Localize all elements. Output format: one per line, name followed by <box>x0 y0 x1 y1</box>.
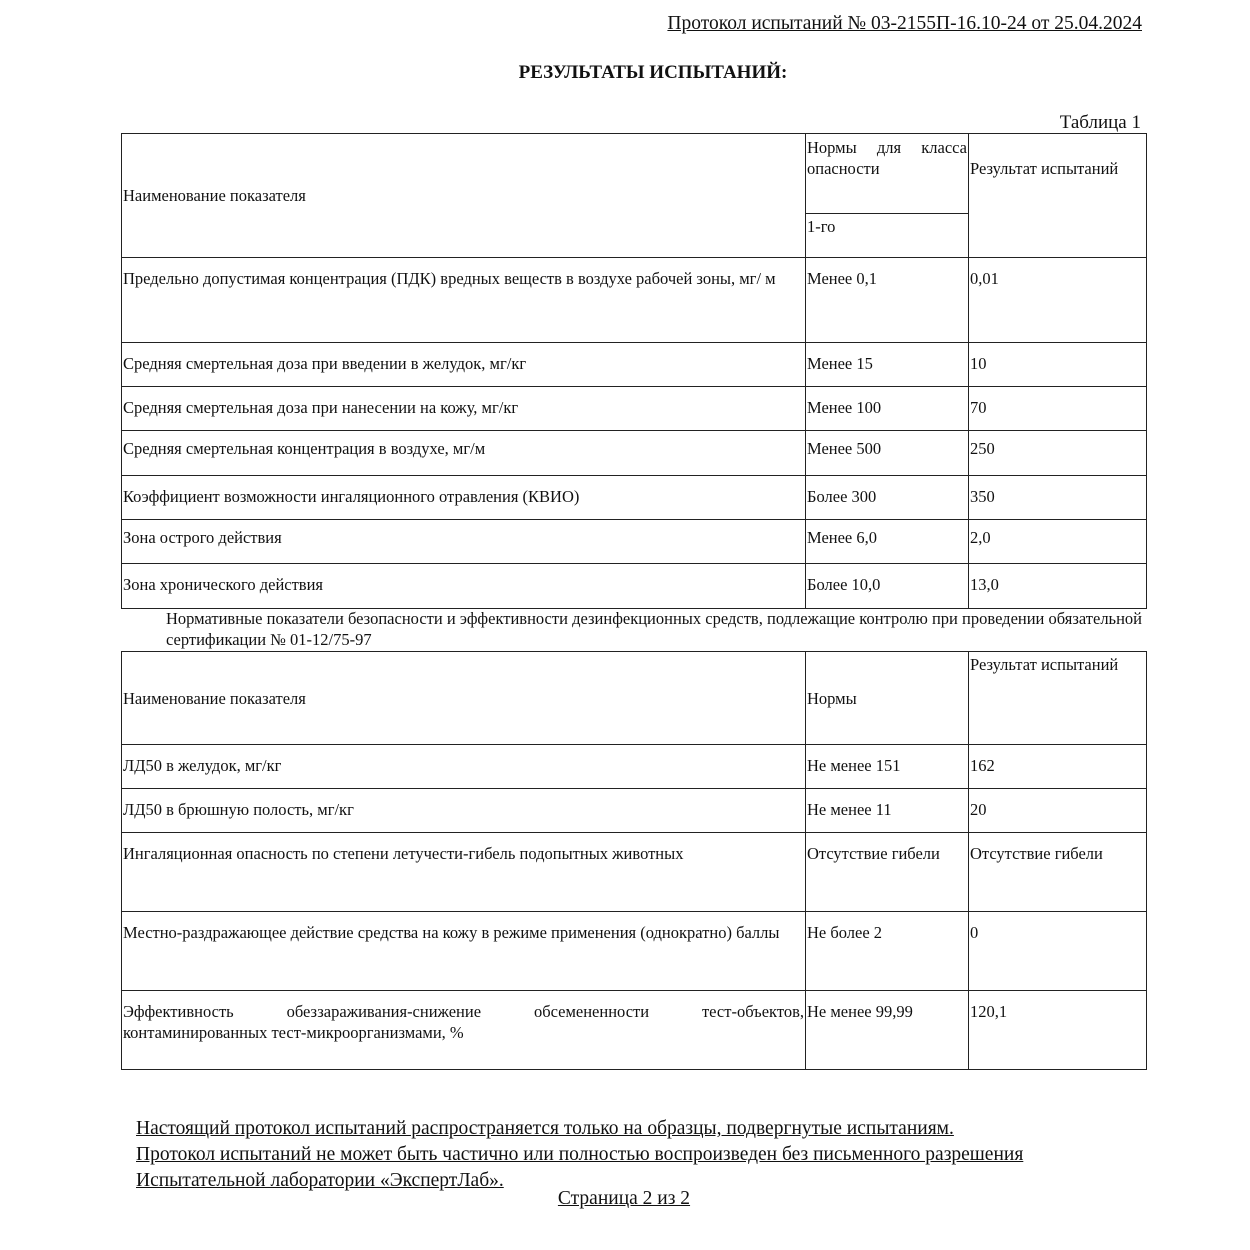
normative-indicators-intro: Нормативные показатели безопасности и эффективности дезинфекционных средств, подлежащие контролю при проведении обязательной сертификации № 01-12/75-97 <box>166 609 1142 649</box>
indicator-name: Ингаляционная опасность по степени летучести-гибель подопытных животных <box>122 833 806 912</box>
indicator-name: Зона хронического действия <box>122 564 806 609</box>
indicator-name: Предельно допустимая концентрация (ПДК) вредных веществ в воздухе рабочей зоны, мг/ м <box>122 258 806 343</box>
table-caption: Таблица 1 <box>1059 112 1141 133</box>
table-row <box>122 912 1147 991</box>
norm-value: Не менее 151 <box>806 745 969 789</box>
indicator-name: Средняя смертельная доза при нанесении на кожу, мг/кг <box>122 387 806 431</box>
norm-value: Не более 2 <box>806 912 969 991</box>
indicator-name: Местно-раздражающее действие средства на кожу в режиме применения (однократно) баллы <box>122 912 806 991</box>
table1-header-name: Наименование показателя <box>122 134 806 258</box>
disclaimer-line-1: Настоящий протокол испытаний распространяется только на образцы, подвергнутые испытаниям. <box>136 1118 954 1139</box>
indicator-name: Эффективность обеззараживания-снижение обсемененности тест-объектов, контаминированных тест-микроорганизмами, % <box>122 991 806 1070</box>
table-row <box>122 258 1147 343</box>
table2-header-name: Наименование показателя <box>122 652 806 745</box>
indicator-name: ЛД50 в желудок, мг/кг <box>122 745 806 789</box>
result-value: 250 <box>969 431 1147 476</box>
table1-header-class: 1-го <box>806 214 969 258</box>
table1-header-norms: Нормы для класса опасности <box>806 134 969 214</box>
table2-header-result: Результат испытаний <box>969 652 1147 745</box>
table-row <box>122 833 1147 912</box>
result-value: 20 <box>969 789 1147 833</box>
result-value: 0 <box>969 912 1147 991</box>
table-row <box>122 343 1147 387</box>
disclaimer-line-3: Испытательной лаборатории «ЭкспертЛаб». <box>136 1170 504 1191</box>
table-row <box>122 520 1147 564</box>
result-value: 2,0 <box>969 520 1147 564</box>
norm-value: Отсутствие гибели <box>806 833 969 912</box>
result-value: Отсутствие гибели <box>969 833 1147 912</box>
footer-disclaimer <box>136 1116 1136 1194</box>
table2-header-norms: Нормы <box>806 652 969 745</box>
result-value: 162 <box>969 745 1147 789</box>
table-row <box>122 789 1147 833</box>
table-row <box>122 564 1147 609</box>
result-value: 70 <box>969 387 1147 431</box>
norm-value: Менее 6,0 <box>806 520 969 564</box>
indicator-name: Зона острого действия <box>122 520 806 564</box>
table1-header-result: Результат испытаний <box>969 134 1147 258</box>
page-number: Страница 2 из 2 <box>557 1188 691 1209</box>
result-value: 350 <box>969 476 1147 520</box>
table-row <box>122 431 1147 476</box>
hazard-class-table <box>121 133 1147 609</box>
results-title: РЕЗУЛЬТАТЫ ИСПЫТАНИЙ: <box>518 62 788 83</box>
indicator-name: Коэффициент возможности ингаляционного отравления (КВИО) <box>122 476 806 520</box>
table-row <box>122 387 1147 431</box>
norm-value: Менее 0,1 <box>806 258 969 343</box>
result-value: 0,01 <box>969 258 1147 343</box>
norm-value: Менее 500 <box>806 431 969 476</box>
protocol-number-header: Протокол испытаний № 03-2155П-16.10-24 от 25.04.2024 <box>667 13 1142 34</box>
norm-value: Менее 15 <box>806 343 969 387</box>
indicator-name: ЛД50 в брюшную полость, мг/кг <box>122 789 806 833</box>
norm-value: Более 10,0 <box>806 564 969 609</box>
result-value: 10 <box>969 343 1147 387</box>
safety-efficacy-table <box>121 651 1147 1070</box>
table-row <box>122 991 1147 1070</box>
norm-value: Не менее 11 <box>806 789 969 833</box>
indicator-name: Средняя смертельная доза при введении в желудок, мг/кг <box>122 343 806 387</box>
table-row <box>122 476 1147 520</box>
disclaimer-line-2: Протокол испытаний не может быть частично или полностью воспроизведен без письменного разрешения <box>136 1144 1024 1165</box>
result-value: 120,1 <box>969 991 1147 1070</box>
result-value: 13,0 <box>969 564 1147 609</box>
table-row <box>122 745 1147 789</box>
norm-value: Не менее 99,99 <box>806 991 969 1070</box>
norm-value: Менее 100 <box>806 387 969 431</box>
indicator-name: Средняя смертельная концентрация в воздухе, мг/м <box>122 431 806 476</box>
norm-value: Более 300 <box>806 476 969 520</box>
